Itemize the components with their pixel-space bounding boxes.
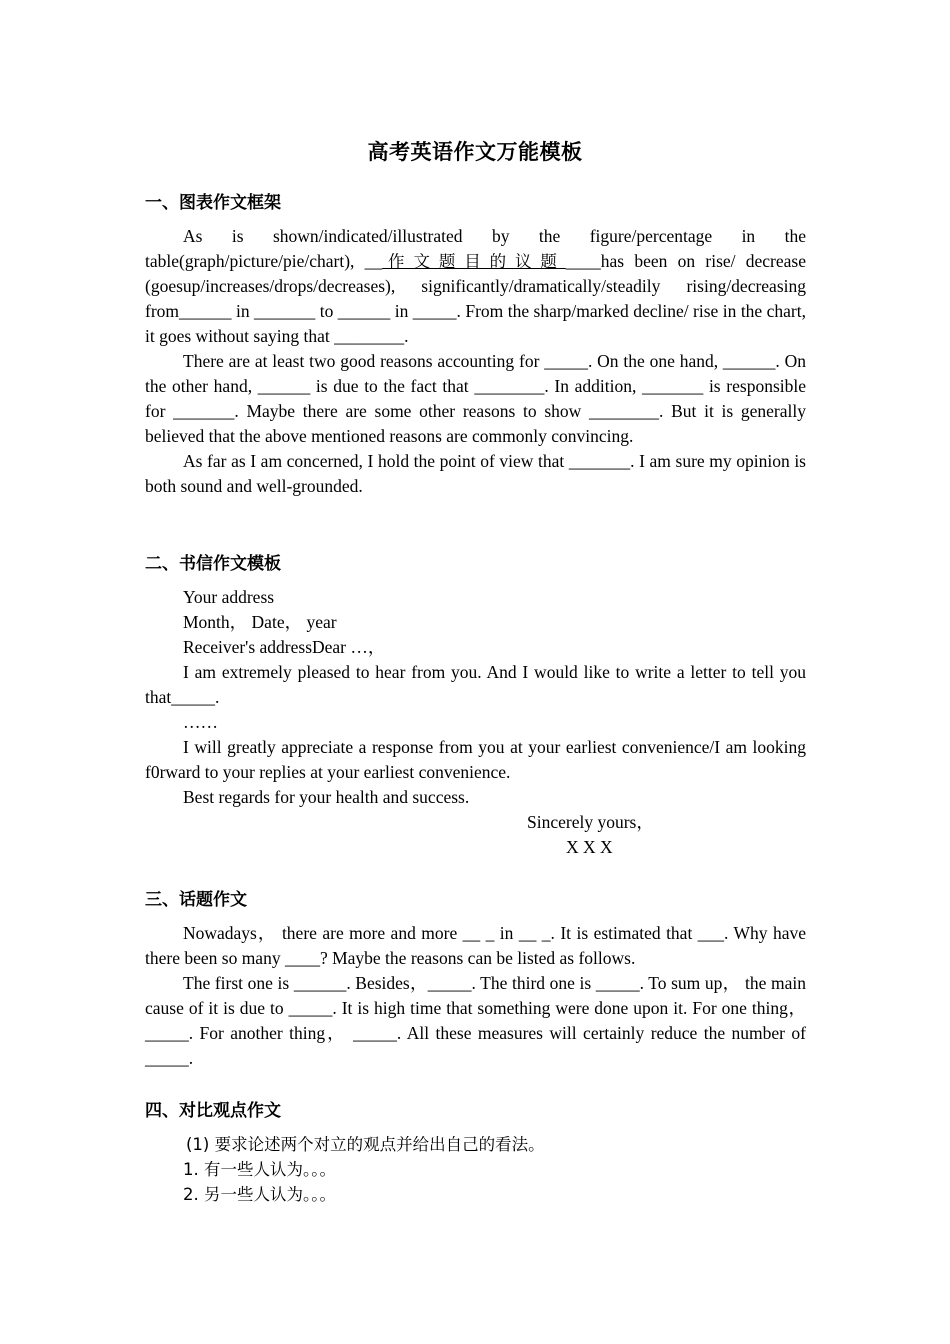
list-item: 2. 另一些人认为。。。 xyxy=(183,1185,336,1204)
paragraph: The first one is ______. Besides，_____. The third one is _____. To sum up， the main cause of it is due to _____. It is high time that something were done upon it. For one thing，_____. For another thing， _____. All these measures will certainly reduce the number of _____. xyxy=(145,973,806,1068)
list-item: 1. 有一些人认为。。。 xyxy=(183,1160,336,1179)
section-body-letter xyxy=(145,585,806,810)
letter-line: I am extremely pleased to hear from you. And I would like to write a letter to tell you that_____. xyxy=(145,662,806,707)
section-heading-chart: 一、图表作文框架 xyxy=(145,193,281,213)
text-run: ____has been on rise/ decrease (goesup/increases/drops/decreases), significantly/dramatically/steadily rising/decreasing from______ in _______ to ______ in _____. From the sharp/marked decline/ rise in the chart, it goes without saying that ________. xyxy=(145,251,807,346)
section-body-contrast xyxy=(145,1132,806,1207)
section-heading-contrast: 四、对比观点作文 xyxy=(145,1101,281,1121)
letter-line: Month， Date， year xyxy=(183,612,337,632)
letter-signature: X X X xyxy=(566,837,613,857)
section-body-topic xyxy=(145,921,806,1071)
section-heading-topic: 三、话题作文 xyxy=(145,890,247,910)
letter-closing: Sincerely yours， xyxy=(527,812,654,832)
text-run: As is shown/indicated/illustrated by the figure/percentage in the table(graph/picture/pie/chart), __ xyxy=(145,226,806,271)
page-title: 高考英语作文万能模板 xyxy=(367,140,583,164)
letter-line: Best regards for your health and success. xyxy=(183,787,470,807)
letter-line: …… xyxy=(183,712,218,732)
paragraph: Nowadays， there are more and more __ _ in __ _. It is estimated that ___. Why have there been so many ____? Maybe the reasons can be listed as follows. xyxy=(145,923,806,968)
letter-line: Your address xyxy=(183,587,275,607)
letter-line: Receiver's addressDear …， xyxy=(183,637,386,657)
paragraph: There are at least two good reasons accounting for _____. On the one hand, ______. On the other hand, ______ is due to the fact that ________. In addition, _______ is responsible for _______. Maybe there are some other reasons to show ________. But it is generally believed that the above mentioned reasons are commonly convincing. xyxy=(145,351,806,446)
underlined-topic: 作文题目的议题 xyxy=(382,252,566,271)
list-line: (1) 要求论述两个对立的观点并给出自己的看法。 xyxy=(186,1135,545,1154)
paragraph xyxy=(145,224,806,349)
section-body-chart xyxy=(145,224,806,499)
letter-line: I will greatly appreciate a response from you at your earliest convenience/I am looking f0rward to your replies at your earliest convenience. xyxy=(145,737,806,782)
section-heading-letter: 二、书信作文模板 xyxy=(145,554,281,574)
paragraph: As far as I am concerned, I hold the point of view that _______. I am sure my opinion is both sound and well-grounded. xyxy=(145,451,806,496)
